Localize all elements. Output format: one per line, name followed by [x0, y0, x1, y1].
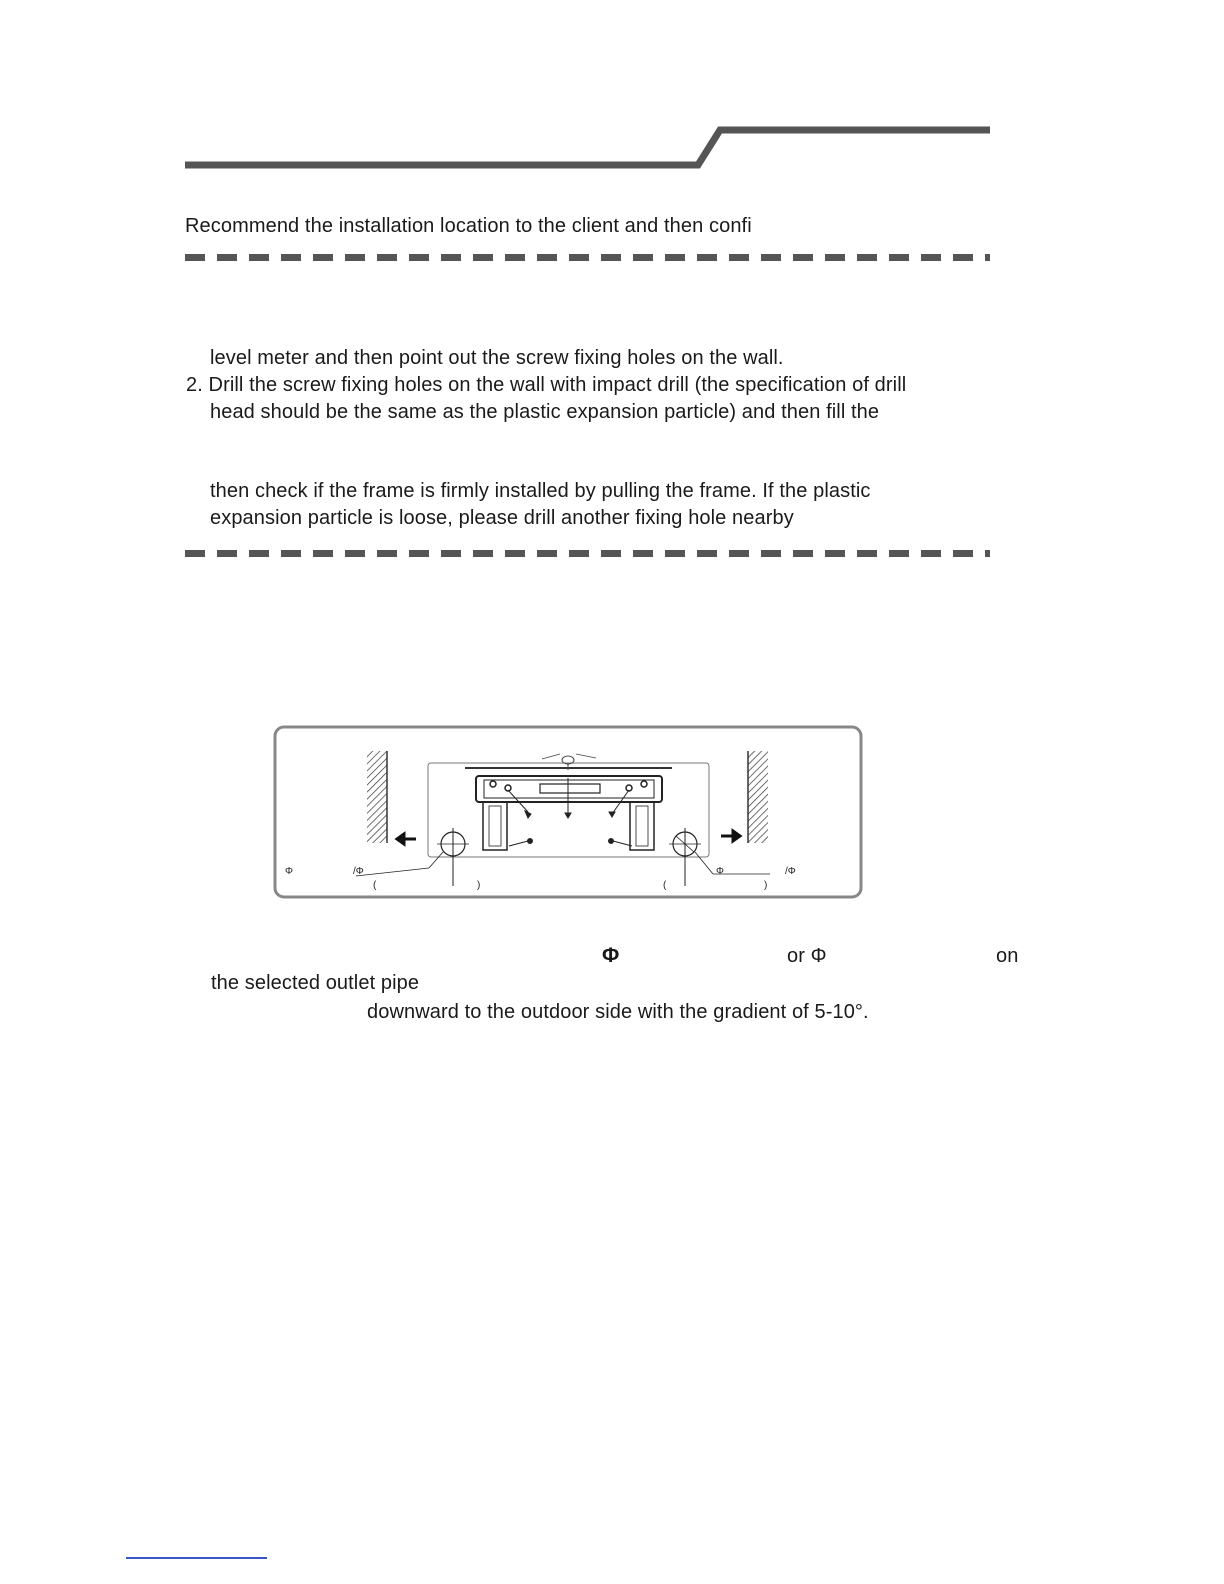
- footer-link-underline: [126, 1557, 267, 1559]
- step-3-continuation: then check if the frame is firmly installed by pulling the frame. If the plastic: [210, 480, 871, 502]
- left-wall: [367, 751, 387, 843]
- pipe-line-2: the selected outlet pipe: [211, 972, 420, 994]
- right-phi-label: Φ: [716, 866, 724, 877]
- right-slash-phi-label: /Φ: [785, 866, 796, 877]
- step-2-line: 2. Drill the screw fixing holes on the wall with impact drill (the specification of drill: [186, 374, 907, 396]
- intro-text: Recommend the installation location to the client and then confi: [185, 215, 752, 237]
- right-paren-close: ): [764, 880, 768, 891]
- right-paren-open: (: [663, 880, 667, 891]
- step-2-continuation: head should be the same as the plastic expansion particle) and then fill the: [210, 401, 880, 423]
- left-paren-open: (: [373, 880, 377, 891]
- dashed-divider-top: [185, 254, 990, 261]
- left-phi-label: Φ: [285, 866, 293, 877]
- pipe-or-phi: or Φ: [787, 945, 827, 967]
- pipe-line-3: downward to the outdoor side with the gradient of 5-10°.: [367, 1001, 869, 1023]
- left-slash-phi-label: /Φ: [353, 866, 364, 877]
- step-1-continuation: level meter and then point out the screw fixing holes on the wall.: [210, 347, 784, 369]
- right-wall: [748, 751, 768, 843]
- pipe-diameter-symbol: Φ: [602, 944, 620, 967]
- left-paren-close: ): [477, 880, 481, 891]
- dashed-divider-bottom: [185, 550, 990, 557]
- pipe-on: on: [996, 945, 1019, 967]
- step-3-continuation-2: expansion particle is loose, please drill another fixing hole nearby: [210, 507, 794, 529]
- header-rule: [0, 0, 1224, 180]
